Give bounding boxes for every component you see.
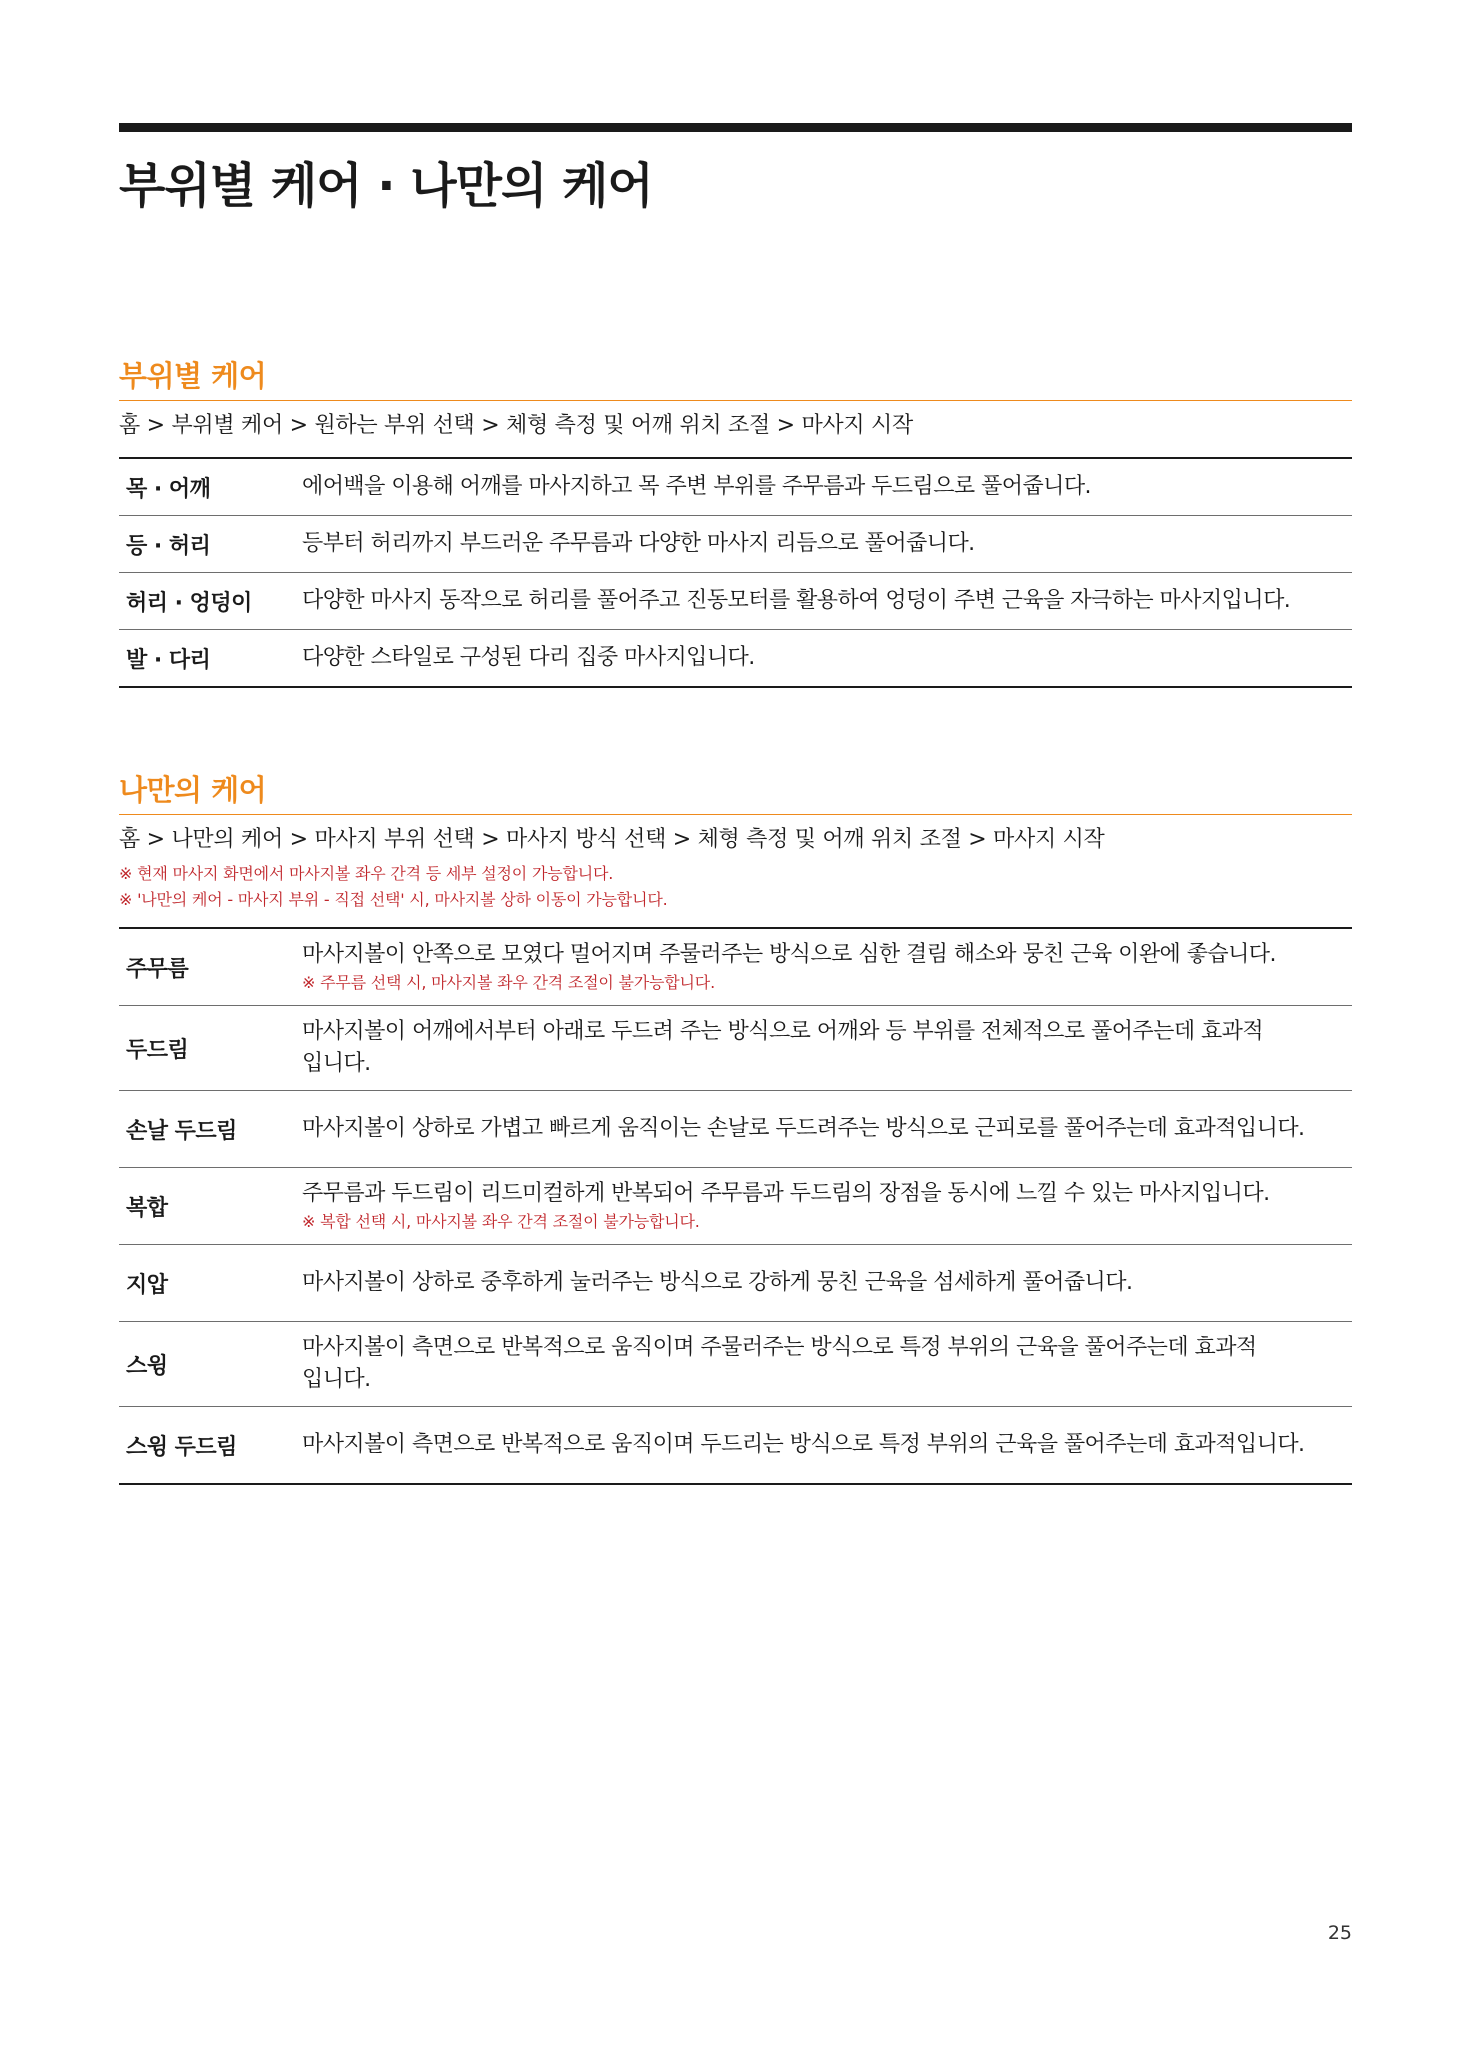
row-description-cont: 입니다. (302, 1051, 371, 1076)
row-label: 목 · 어깨 (126, 476, 211, 502)
row-description: 주무름과 두드림이 리드미컬하게 반복되어 주무름과 두드림의 장점을 동시에 느낄 수 있는 마사지입니다. (302, 1181, 1270, 1206)
page-number: 25 (1327, 1922, 1352, 1944)
table-row (119, 1006, 1352, 1091)
row-label: 등 · 허리 (119, 516, 302, 573)
row-note: ※ 주무름 선택 시, 마사지볼 좌우 간격 조절이 불가능합니다. (302, 973, 715, 992)
row-label: 두드림 (119, 1006, 302, 1091)
row-note: ※ 복합 선택 시, 마사지볼 좌우 간격 조절이 불가능합니다. (302, 1212, 700, 1231)
table-row (119, 1168, 1352, 1245)
row-description-cell (302, 1006, 1352, 1091)
row-label: 허리 · 엉덩이 (119, 573, 302, 630)
row-description: 마사지볼이 상하로 중후하게 눌러주는 방식으로 강하게 뭉친 근육을 섬세하게 풀어줍니다. (302, 1245, 1352, 1322)
menu-path: 홈 > 나만의 케어 > 마사지 부위 선택 > 마사지 방식 선택 > 체형 측정 및 어깨 위치 조절 > 마사지 시작 (119, 827, 1105, 852)
row-label: 스윙 두드림 (119, 1407, 302, 1485)
top-rule (119, 123, 1352, 132)
section-heading: 나만의 케어 (119, 773, 267, 807)
note: ※ '나만의 케어 - 마사지 부위 - 직접 선택' 시, 마사지볼 상하 이동이 가능합니다. (119, 890, 668, 909)
row-description: 다양한 마사지 동작으로 허리를 풀어주고 진동모터를 활용하여 엉덩이 주변 근육을 자극하는 마사지입니다. (302, 573, 1352, 630)
table-row (119, 928, 1352, 1006)
row-label: 복합 (119, 1168, 302, 1245)
row-label: 손날 두드림 (119, 1091, 302, 1168)
notes (119, 861, 1352, 913)
row-description: 마사지볼이 어깨에서부터 아래로 두드려 주는 방식으로 어깨와 등 부위를 전체적으로 풀어주는데 효과적 (302, 1019, 1264, 1044)
row-description: 에어백을 이용해 어깨를 마사지하고 목 주변 부위를 주무름과 두드림으로 풀어줍니다. (302, 474, 1092, 499)
note: ※ 현재 마사지 화면에서 마사지볼 좌우 간격 등 세부 설정이 가능합니다. (119, 864, 614, 883)
table-row (119, 1091, 1352, 1168)
row-description-cell (302, 928, 1352, 1006)
row-label: 스윙 (119, 1322, 302, 1407)
table-row (119, 1322, 1352, 1407)
row-description: 마사지볼이 측면으로 반복적으로 움직이며 두드리는 방식으로 특정 부위의 근육을 풀어주는데 효과적입니다. (302, 1407, 1352, 1485)
table-row (119, 458, 1352, 516)
row-label: 주무름 (126, 956, 189, 982)
table-row (119, 1407, 1352, 1485)
table-row (119, 630, 1352, 688)
row-description-cont: 입니다. (302, 1367, 371, 1392)
section-divider (119, 400, 1352, 401)
row-description-cell (302, 1322, 1352, 1407)
section-body-part-care (119, 354, 1352, 688)
row-description: 다양한 스타일로 구성된 다리 집중 마사지입니다. (302, 630, 1352, 688)
row-label: 지압 (119, 1245, 302, 1322)
massage-style-table (119, 927, 1352, 1485)
page-title: 부위별 케어 · 나만의 케어 (119, 158, 653, 214)
table-row (119, 516, 1352, 573)
row-description: 마사지볼이 측면으로 반복적으로 움직이며 주물러주는 방식으로 특정 부위의 근육을 풀어주는데 효과적 (302, 1335, 1257, 1360)
row-description: 마사지볼이 안쪽으로 모였다 멀어지며 주물러주는 방식으로 심한 결림 해소와 뭉친 근육 이완에 좋습니다. (302, 942, 1276, 967)
table-row (119, 1245, 1352, 1322)
row-description: 마사지볼이 상하로 가볍고 빠르게 움직이는 손날로 두드려주는 방식으로 근피로를 풀어주는데 효과적입니다. (302, 1091, 1352, 1168)
section-divider (119, 814, 1352, 815)
section-heading: 부위별 케어 (119, 359, 267, 393)
menu-path: 홈 > 부위별 케어 > 원하는 부위 선택 > 체형 측정 및 어깨 위치 조절 > 마사지 시작 (119, 413, 913, 438)
table-row (119, 573, 1352, 630)
body-part-table (119, 457, 1352, 688)
section-my-care (119, 768, 1352, 1485)
row-label: 발 · 다리 (119, 630, 302, 688)
row-description-cell (302, 1168, 1352, 1245)
row-description: 등부터 허리까지 부드러운 주무름과 다양한 마사지 리듬으로 풀어줍니다. (302, 516, 1352, 573)
